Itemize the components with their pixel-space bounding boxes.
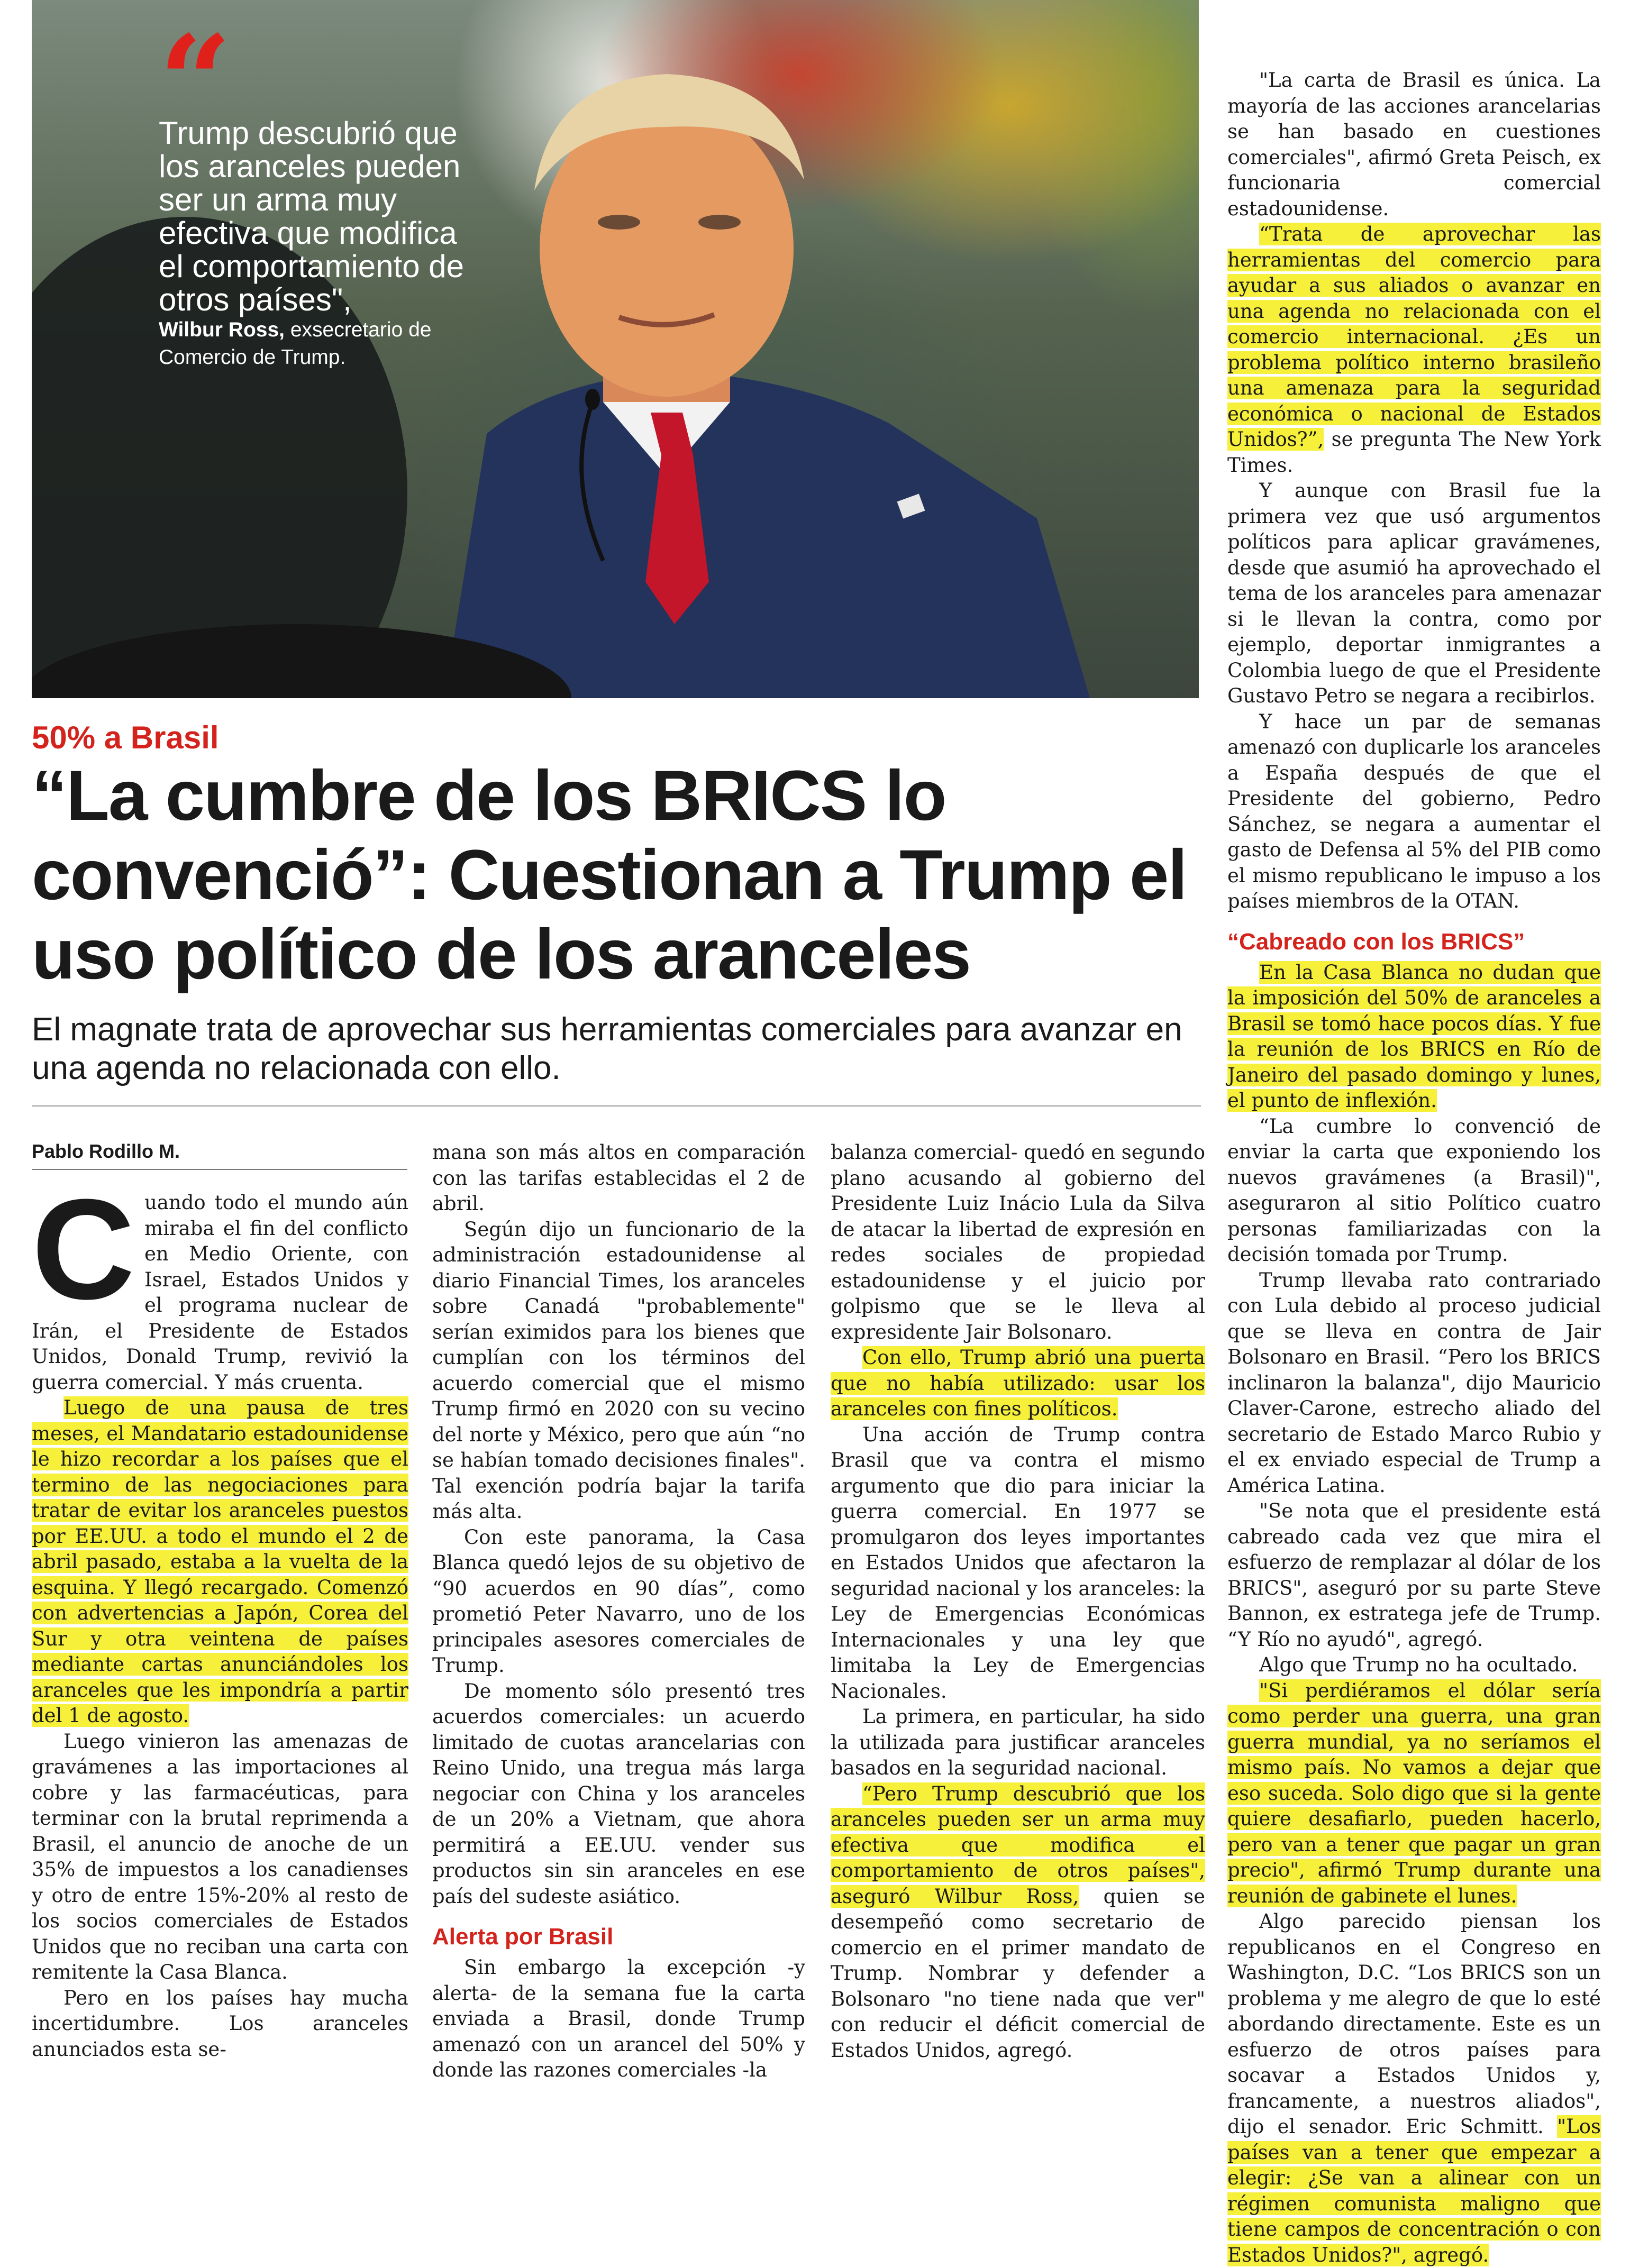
- article-column-4: [1227, 68, 1601, 2268]
- article-column-3: [831, 1140, 1205, 2063]
- highlighted-text: Con ello, Trump abrió una puerta que no había utilizado: usar los aranceles con fines políticos.: [831, 1346, 1205, 1420]
- subheadline: El magnate trata de aprovechar sus herramientas comerciales para avanzar en una agenda no relacionada con ello.: [32, 1011, 1182, 1086]
- paragraph-text: Algo parecido piensan los republicanos en el Congreso en Washington, D.C. “Los BRICS son un problema y me alegro de que lo esté abordando directamente. Este es un esfuerzo de otros países para socavar a Estados Unidos y, francamente, a nuestros aliados", dijo el senador. Eric Schmitt.: [1227, 1910, 1601, 2138]
- paragraph: [1227, 1909, 1601, 2268]
- article-column-1: [32, 1170, 408, 2062]
- paragraph-text: uando todo el mundo aún miraba el fin del conflicto en Medio Oriente, con Israel, Estados Unidos y el programa nuclear de Irán, el Presidente de Estados Unidos, Donald Trump, revivió la guerra comercial. Y más cruenta.: [32, 1191, 408, 1394]
- paragraph: Una acción de Trump contra Brasil que va contra el mismo argumento que dio para iniciar la guerra comercial. En 1977 se promulgaron dos leyes importantes en Estados Unidos que afectaron la seguridad nacional y los aranceles: la Ley de Emergencias Económicas Internacionales y una ley que limitaba la Ley de Emergencias Nacionales.: [831, 1423, 1205, 1703]
- paragraph: balanza comercial- quedó en segundo plano acusando al gobierno del Presidente Luiz Inácio Lula da Silva de atacar la libertad de expresión en redes sociales de propiedad estadounidense y el juicio por golpismo que se le lleva al expresidente Jair Bolsonaro.: [831, 1141, 1205, 1343]
- paragraph-text: se pregunta The New York Times.: [1227, 428, 1601, 477]
- paragraph: Pero en los países hay mucha incertidumbre. Los aranceles anunciados esta se-: [32, 1986, 408, 2061]
- paragraph: Con este panorama, la Casa Blanca quedó lejos de su objetivo de “90 acuerdos en 90 días”, como prometió Peter Navarro, uno de los principales asesores comerciales de Trump.: [432, 1525, 805, 1677]
- pull-quote-attribution: [159, 316, 476, 371]
- paragraph-text: quien se desempeñó como secretario de comercio en el primer mandato de Trump. Nombrar y defender a Bolsonaro "no tiene nada que ver" con reducir el déficit comercial de Estados Unidos, agregó.: [831, 1885, 1206, 2062]
- pull-quote-name: Wilbur Ross,: [159, 318, 285, 341]
- pull-quote-role: exsecretario de Comercio de Trump.: [159, 318, 432, 369]
- drop-cap: C: [32, 1170, 135, 1329]
- paragraph: "La carta de Brasil es única. La mayoría de las acciones arancelarias se han basado en cuestiones comerciales", afirmó Greta Peisch, ex funcionaria comercial estadounidense.: [1227, 69, 1601, 220]
- divider: [32, 1105, 1201, 1106]
- highlighted-text: "Si perdiéramos el dólar sería como perder una guerra, una gran guerra mundial, ya no seríamos el mismo país. No vamos a dejar que eso suceda. Solo digo que si la gente quiere desafiarlo, pueden hacerlo, pero van a tener que pagar un gran precio", afirmó Trump durante una reunión de gabinete el lunes.: [1227, 1679, 1601, 1907]
- paragraph: [1227, 222, 1601, 478]
- paragraph: "Se nota que el presidente está cabreado cada vez que mira el esfuerzo de remplazar al dólar de los BRICS", aseguró por su parte Steve Bannon, ex estratega jefe de Trump. “Y Río no ayudó", agregó.: [1227, 1499, 1601, 1651]
- pull-quote-text: Trump descubrió que los aranceles pueden ser un arma muy efectiva que modifica el comportamiento de otros países",: [159, 115, 464, 317]
- highlighted-text: Luego de una pausa de tres meses, el Mandatario estadounidense le hizo recordar a los países que el termino de las negociaciones para tratar de evitar los aranceles puestos por EE.UU. a todo el mundo el 2 de abril pasado, estaba a la vuelta de la esquina. Y llegó recargado. Comenzó con advertencias a Japón, Corea del Sur y otra veintena de países mediante cartas anunciándoles los aranceles que les impondría a partir del 1 de agosto.: [32, 1396, 408, 1727]
- paragraph: Y hace un par de semanas amenazó con duplicarle los aranceles a España después de que el Presidente del gobierno, Pedro Sánchez, se negara a aumentar el gasto de Defensa al 5% del PIB como el mismo republicano le impuso a los países miembros de la OTAN.: [1227, 710, 1601, 912]
- paragraph: De momento sólo presentó tres acuerdos comerciales: un acuerdo limitado de cuotas arancelarias con Reino Unido, una tregua más larga negociar con China y los aranceles de un 20% a Vietnam, que ahora permitirá a EE.UU. vender sus productos sin sin aranceles en ese país del sudeste asiático.: [432, 1679, 805, 1908]
- article-column-2: [432, 1140, 805, 2083]
- paragraph: Y aunque con Brasil fue la primera vez que usó argumentos políticos para aplicar gravámenes, desde que asumió ha aprovechado el tema de los aranceles para amenazar si le llevan la contra, como por ejemplo, deportar inmigrantes a Colombia luego de que el Presidente Gustavo Petro se negara a recibirlos.: [1227, 479, 1601, 707]
- hero-photo: [32, 0, 1199, 698]
- subhead-alerta: Alerta por Brasil: [432, 1924, 614, 1950]
- highlighted-text: “Pero Trump descubrió que los aranceles pueden ser un arma muy efectiva que modifica el comportamiento de otros países", aseguró Wilbur Ross,: [831, 1782, 1205, 1908]
- paragraph: Según dijo un funcionario de la administración estadounidense al diario Financial Times, los aranceles sobre Canadá "probablemente" serían eximidos para los bienes que cumplían con los términos del acuerdo comercial que el mismo Trump firmó en 2020 con su vecino del norte y México, pero que aún “no se habían tomado decisiones finales". Tal exención podría bajar la tarifa más alta.: [432, 1218, 805, 1523]
- highlighted-text: “Trata de aprovechar las herramientas del comercio para ayudar a sus aliados o avanzar en una agenda no relacionada con el comercio internacional. ¿Es un problema político interno brasileño una amenaza para la seguridad económica o nacional de Estados Unidos?”,: [1227, 223, 1601, 451]
- paragraph: [1227, 1678, 1601, 1909]
- paragraph: [831, 1345, 1205, 1422]
- paragraph: “La cumbre lo convenció de enviar la carta que exponiendo los nuevos gravámenes (a Brasil)", aseguraron al sitio Político cuatro personas familiarizadas con la decisión tomada por Trump.: [1227, 1114, 1601, 1266]
- paragraph: [32, 1170, 408, 1395]
- highlighted-text: "Los países van a tener que empezar a elegir: ¿Se van a alinear con un régimen comunista maligno que tiene campos de concentración o con Estados Unidos?", agregó.: [1227, 2115, 1601, 2266]
- paragraph: [32, 1395, 408, 1729]
- paragraph: Trump llevaba rato contrariado con Lula debido al proceso judicial que se lleva en contra de Jair Bolsonaro en Brasil. “Pero los BRICS inclinaron la balanza", dijo Mauricio Claver-Carone, estrecho aliado del secretario de Estado Marco Rubio y el ex enviado especial de Trump a América Latina.: [1227, 1268, 1601, 1497]
- section-kicker: 50% a Brasil: [32, 720, 219, 755]
- paragraph: [1227, 960, 1601, 1114]
- quote-mark-icon: “: [159, 7, 232, 157]
- paragraph: La primera, en particular, ha sido la utilizada para justificar aranceles basados en la seguridad nacional.: [831, 1705, 1205, 1779]
- headline: “La cumbre de los BRICS lo convenció”: Cuestionan a Trump el uso político de los aranceles: [32, 756, 1187, 994]
- byline: Pablo Rodillo M.: [32, 1140, 180, 1162]
- paragraph: mana son más altos en comparación con las tarifas establecidas el 2 de abril.: [432, 1141, 805, 1215]
- paragraph: Sin embargo la excepción -y alerta- de la semana fue la carta enviada a Brasil, donde Trump amenazó con un arancel del 50% y donde las razones comerciales -la: [432, 1956, 805, 2081]
- paragraph: [831, 1781, 1205, 2064]
- paragraph: Algo que Trump no ha ocultado.: [1259, 1653, 1578, 1676]
- highlighted-text: En la Casa Blanca no dudan que la imposición del 50% de aranceles a Brasil se tomó hace pocos días. Y fue la reunión de los BRICS en Río de Janeiro del pasado domingo y lunes, el punto de inflexión.: [1227, 961, 1601, 1112]
- paragraph: Luego vinieron las amenazas de gravámenes a las importaciones al cobre y las farmacéuticas, para terminar con la brutal reprimenda a Brasil, el anuncio de anoche de un 35% de impuestos a los canadienses y otro de entre 15%-20% al resto de los socios comerciales de Estados Unidos que no reciban una carta con remitente la Casa Blanca.: [32, 1730, 408, 1983]
- pull-quote: [159, 7, 476, 371]
- subhead-cabreado: “Cabreado con los BRICS”: [1227, 928, 1525, 955]
